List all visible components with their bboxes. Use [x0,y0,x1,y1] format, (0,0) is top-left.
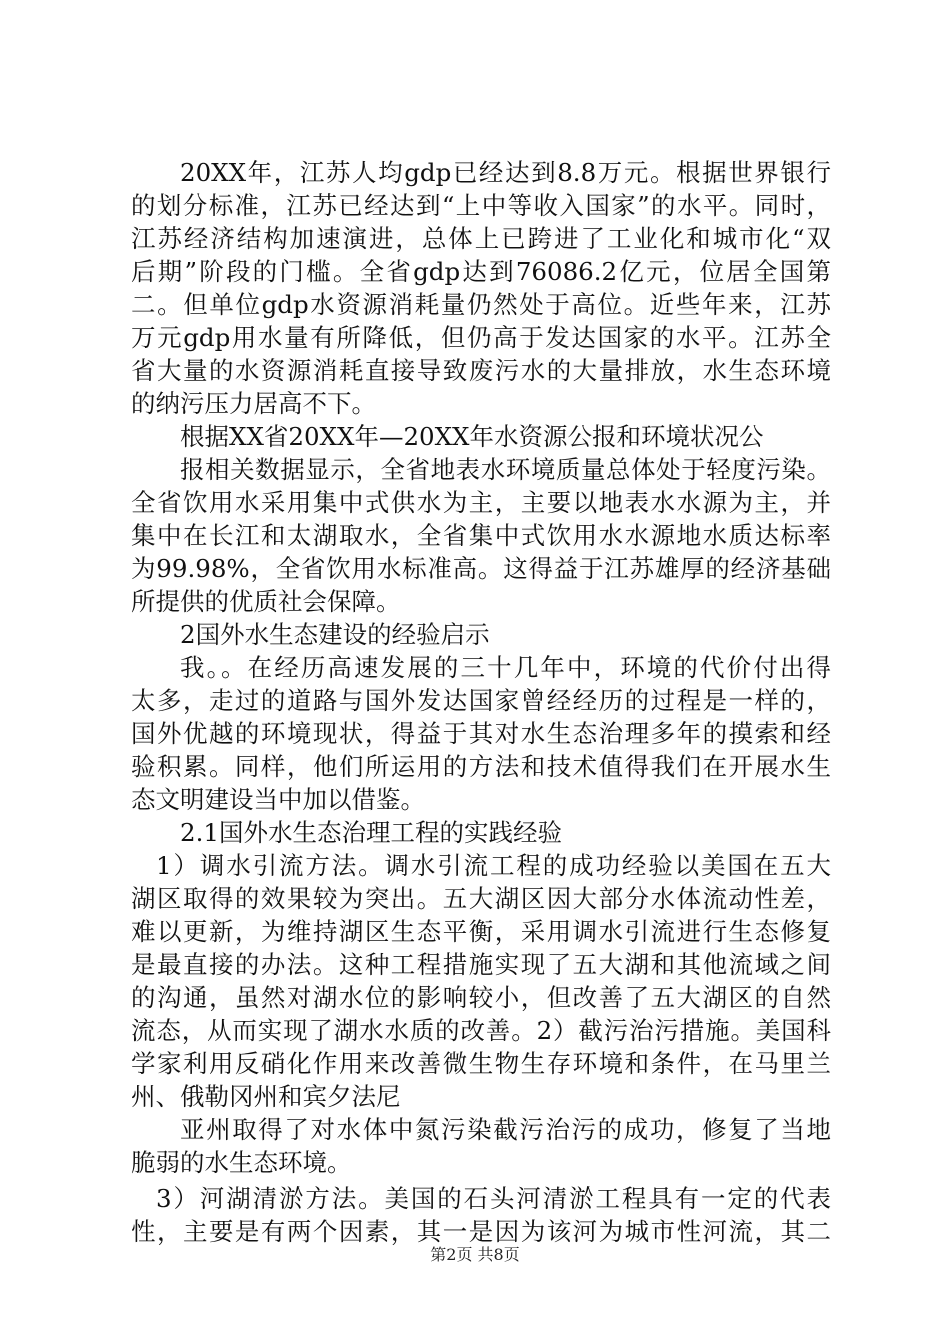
text-line: 脆弱的水生态环境。 [131,1148,352,1177]
text-line: 难以更新，为维持湖区生态平衡，采用调水引流进行生态修复 [131,917,831,946]
text-line: 二。但单位gdp水资源消耗量仍然处于高位。近些年来，江苏 [131,290,831,319]
text-line: 亚州取得了对水体中氮污染截污治污的成功，修复了当地 [180,1115,831,1144]
text-line: 省大量的水资源消耗直接导致废污水的大量排放，水生态环境 [131,356,831,385]
text-line: 集中在长江和太湖取水，全省集中式饮用水水源地水质达标率 [131,521,831,550]
text-line: 的划分标准，江苏已经达到“上中等收入国家”的水平。同时， [131,191,831,220]
text-line: 2.1国外水生态治理工程的实践经验 [180,818,562,847]
text-line: 江苏经济结构加速演进，总体上已跨进了工业化和城市化“双 [131,224,831,253]
text-line: 报相关数据显示，全省地表水环境质量总体处于轻度污染。 [180,455,831,484]
text-line: 所提供的优质社会保障。 [131,587,401,616]
text-line: 全省饮用水采用集中式供水为主，主要以地表水水源为主，并 [131,488,831,517]
text-line: 万元gdp用水量有所降低，但仍高于发达国家的水平。江苏全 [131,323,831,352]
text-line: 我。。在经历高速发展的三十几年中，环境的代价付出得 [180,653,831,682]
text-line: 的沟通，虽然对湖水位的影响较小，但改善了五大湖区的自然 [131,983,831,1012]
text-line: 湖区取得的效果较为突出。五大湖区因大部分水体流动性差， [131,884,831,913]
text-line: 的纳污压力居高不下。 [131,389,376,418]
text-line: 流态，从而实现了湖水水质的改善。2）截污治污措施。美国科 [131,1016,831,1045]
text-line: 性，主要是有两个因素，其一是因为该河为城市性河流，其二 [131,1217,831,1246]
text-line: 国外优越的环境现状，得益于其对水生态治理多年的摸索和经 [131,719,831,748]
text-line: 是最直接的办法。这种工程措施实现了五大湖和其他流域之间 [131,950,831,979]
text-line: 3）河湖清淤方法。美国的石头河清淤工程具有一定的代表 [156,1184,831,1213]
text-line: 根据XX省20XX年—20XX年水资源公报和环境状况公 [180,422,764,451]
text-line: 学家利用反硝化作用来改善微生物生存环境和条件，在马里兰 [131,1049,831,1078]
text-line: 2国外水生态建设的经验启示 [180,620,490,649]
text-line: 为99.98%，全省饮用水标准高。这得益于江苏雄厚的经济基础 [131,554,831,583]
text-line: 1）调水引流方法。调水引流工程的成功经验以美国在五大 [156,851,831,880]
text-line: 验积累。同样，他们所运用的方法和技术值得我们在开展水生 [131,752,831,781]
page-footer: 第2页 共8页 [430,1245,520,1264]
text-line: 20XX年，江苏人均gdp已经达到8.8万元。根据世界银行 [180,158,831,187]
text-line: 态文明建设当中加以借鉴。 [131,785,425,814]
text-line: 后期”阶段的门槛。全省gdp达到76086.2亿元，位居全国第 [131,257,831,286]
text-line: 州、俄勒冈州和宾夕法尼 [131,1082,401,1111]
text-line: 太多，走过的道路与国外发达国家曾经经历的过程是一样的， [131,686,831,715]
